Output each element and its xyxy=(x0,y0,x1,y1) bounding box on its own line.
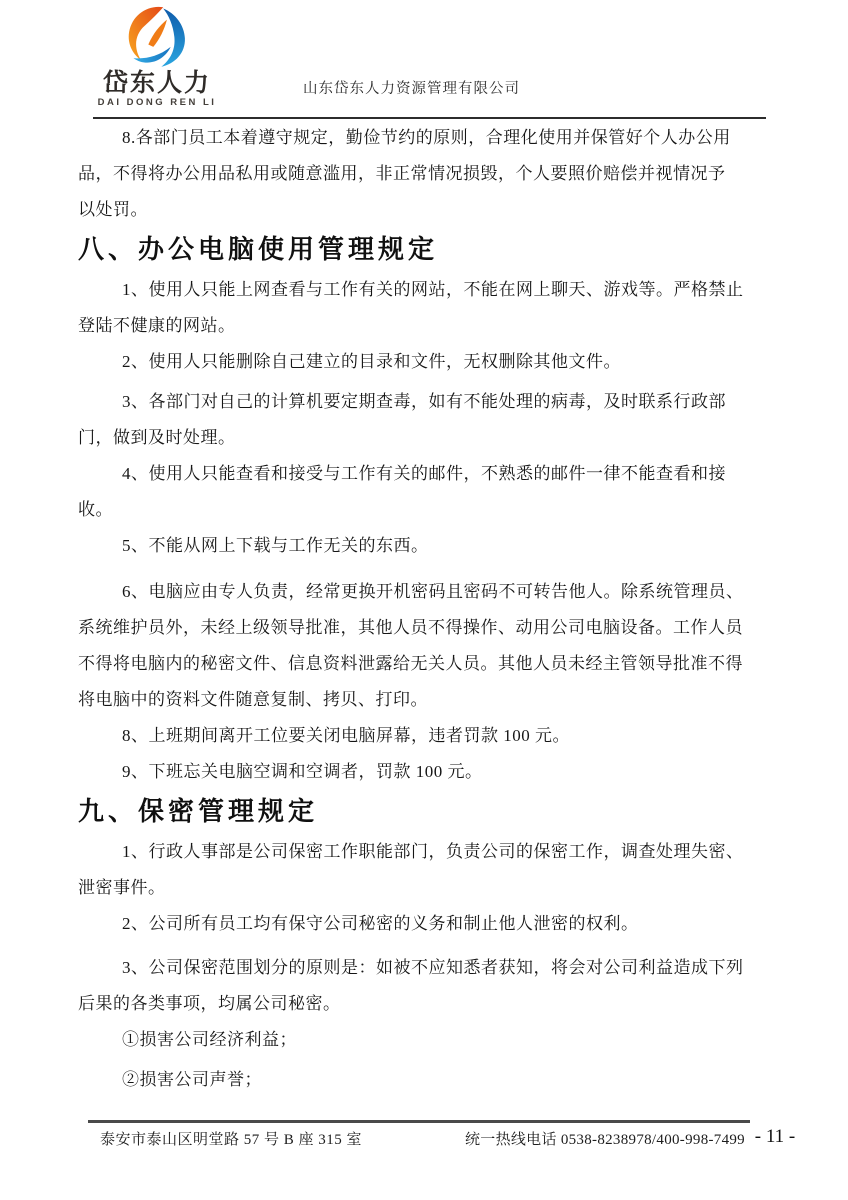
heading-section-8-computer-rules xyxy=(78,230,768,270)
computer-rule-6 xyxy=(78,574,768,718)
text-line: 8、上班期间离开工位要关闭电脑屏幕，违者罚款 100 元。 xyxy=(122,726,570,745)
text-line: 八、办公电脑使用管理规定 xyxy=(78,235,439,264)
company-name: 山东岱东人力资源管理有限公司 xyxy=(303,81,520,97)
logo-title: 岱东人力 xyxy=(102,69,211,97)
text-line: 品，不得将办公用品私用或随意滥用，非正常情况损毁，个人要照价赔偿并视情况予 xyxy=(78,164,726,183)
computer-rule-3 xyxy=(78,384,768,456)
text-line: 收。 xyxy=(78,500,113,519)
text-line: 2、公司所有员工均有保守公司秘密的义务和制止他人泄密的权利。 xyxy=(122,914,639,933)
text-line: 九、保密管理规定 xyxy=(78,797,319,826)
text-line: 3、公司保密范围划分的原则是：如被不应知悉者获知，将会对公司利益造成下列 xyxy=(122,958,744,977)
document-body xyxy=(78,120,768,1098)
confidentiality-rule-3-sub-1 xyxy=(78,1022,768,1058)
text-line: 以处罚。 xyxy=(78,200,148,219)
confidentiality-rule-3 xyxy=(78,950,768,1022)
text-line: 6、电脑应由专人负责，经常更换开机密码且密码不可转告他人。除系统管理员、 xyxy=(122,582,744,601)
company-logo xyxy=(96,6,218,108)
text-line: 9、下班忘关电脑空调和空调者，罚款 100 元。 xyxy=(122,762,483,781)
footer-hotline: 统一热线电话 0538-8238978/400-998-7499 xyxy=(464,1132,745,1148)
logo-mark-icon xyxy=(126,6,188,68)
text-line: 登陆不健康的网站。 xyxy=(78,316,236,335)
text-line: 系统维护员外，未经上级领导批准，其他人员不得操作、动用公司电脑设备。工作人员 xyxy=(78,618,743,637)
text-line: ①损害公司经济利益； xyxy=(122,1030,297,1049)
text-line: 4、使用人只能查看和接受与工作有关的邮件，不熟悉的邮件一律不能查看和接 xyxy=(122,464,726,483)
text-line: 5、不能从网上下载与工作无关的东西。 xyxy=(122,536,429,555)
text-line: 将电脑中的资料文件随意复制、拷贝、打印。 xyxy=(78,690,428,709)
footer-address: 泰安市泰山区明堂路 57 号 B 座 315 室 xyxy=(100,1132,363,1148)
header-divider xyxy=(93,117,766,119)
confidentiality-rule-3-sub-2 xyxy=(78,1062,768,1098)
text-line: 3、各部门对自己的计算机要定期查毒，如有不能处理的病毒，及时联系行政部 xyxy=(122,392,726,411)
heading-section-9-confidentiality-rules xyxy=(78,792,768,832)
text-line: 1、使用人只能上网查看与工作有关的网站，不能在网上聊天、游戏等。严格禁止 xyxy=(122,280,744,299)
text-line: 泄密事件。 xyxy=(78,878,166,897)
logo-subtitle: DAI DONG REN LI xyxy=(97,97,217,108)
confidentiality-rule-2 xyxy=(78,906,768,942)
text-line: 1、行政人事部是公司保密工作职能部门，负责公司的保密工作，调查处理失密、 xyxy=(122,842,744,861)
text-line: 门，做到及时处理。 xyxy=(78,428,236,447)
text-line: ②损害公司声誉； xyxy=(122,1070,262,1089)
text-line: 8.各部门员工本着遵守规定，勤俭节约的原则，合理化使用并保管好个人办公用 xyxy=(122,128,731,147)
confidentiality-rule-1 xyxy=(78,834,768,906)
computer-rule-9 xyxy=(78,754,768,790)
computer-rule-8 xyxy=(78,718,768,754)
computer-rule-1 xyxy=(78,272,768,344)
computer-rule-4 xyxy=(78,456,768,528)
text-line: 2、使用人只能删除自己建立的目录和文件，无权删除其他文件。 xyxy=(122,352,621,371)
footer-divider xyxy=(88,1120,750,1123)
computer-rule-2 xyxy=(78,344,768,380)
para-office-supplies-rule-8 xyxy=(78,120,768,228)
text-line: 后果的各类事项，均属公司秘密。 xyxy=(78,994,341,1013)
page-number: - 11 - xyxy=(754,1126,796,1147)
computer-rule-5 xyxy=(78,528,768,564)
text-line: 不得将电脑内的秘密文件、信息资料泄露给无关人员。其他人员未经主管领导批准不得 xyxy=(78,654,743,673)
